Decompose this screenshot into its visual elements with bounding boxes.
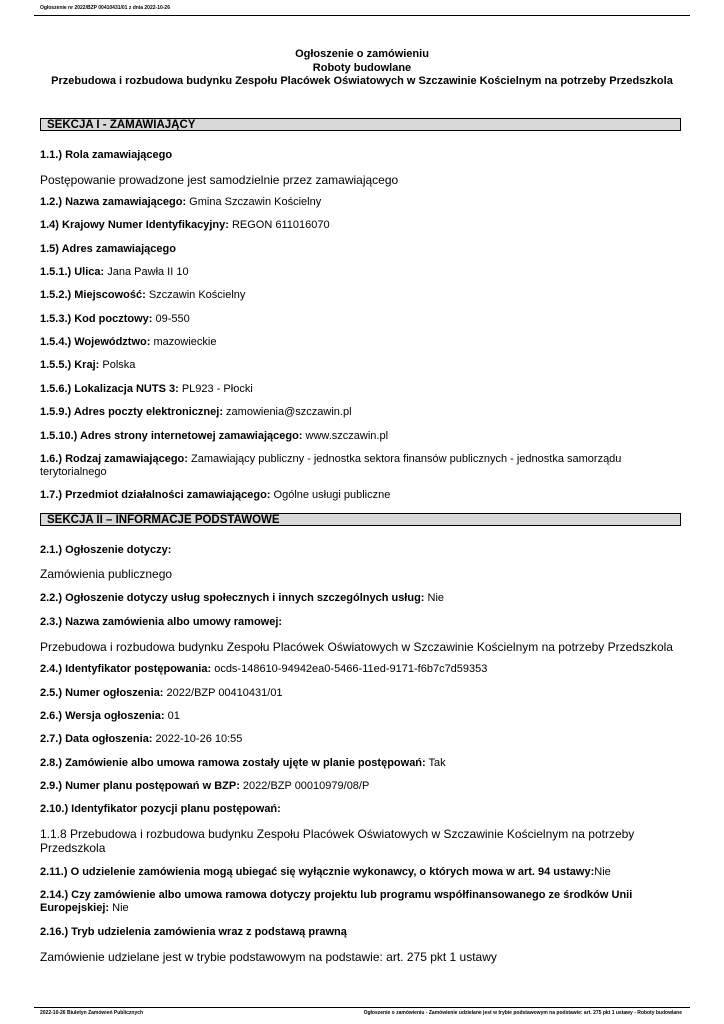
item-2-3 (40, 616, 681, 629)
header-notice-number: Ogłoszenie nr 2022/BZP 00410431/01 z dnia 2022-10-26 (40, 5, 170, 11)
item-2-14-label: 2.14.) Czy zamówienie albo umowa ramowa dotyczy projektu lub programu współfinansowanego ze środków Unii Europejskiej: (40, 889, 633, 914)
item-1-7-label: 1.7.) Przedmiot działalności zamawiającego: (40, 489, 271, 501)
footer-left-text: 2022-10-26 Biuletyn Zamówień Publicznych (40, 1010, 144, 1016)
item-1-5-5-label: 1.5.5.) Kraj: (40, 359, 100, 371)
item-1-5-3-label: 1.5.3.) Kod pocztowy: (40, 313, 153, 325)
item-1-5-9-label: 1.5.9.) Adres poczty elektronicznej: (40, 406, 223, 418)
item-1-5 (40, 243, 681, 256)
item-1-7-value: Ogólne usługi publiczne (270, 489, 391, 501)
item-2-14 (40, 889, 681, 915)
item-1-5-4-label: 1.5.4.) Województwo: (40, 336, 151, 348)
item-1-6-value: Zamawiający publiczny - jednostka sektora finansów publicznych - jednostka samorządu terytorialnego (40, 453, 622, 478)
item-2-8-value: Tak (425, 757, 446, 769)
item-1-5-4-value: mazowieckie (150, 336, 217, 348)
item-2-6-label: 2.6.) Wersja ogłoszenia: (40, 710, 165, 722)
item-2-8-label: 2.8.) Zamówienie albo umowa ramowa zostały ujęte w planie postępowań: (40, 757, 426, 769)
item-1-5-1-value: Jana Pawła II 10 (104, 266, 189, 278)
item-2-16 (40, 926, 681, 939)
title-line-1: Ogłoszenie o zamówieniu (295, 48, 429, 60)
item-2-9-value: 2022/BZP 00010979/08/P (239, 780, 370, 792)
item-1-5-1 (40, 266, 681, 279)
item-2-11-label: 2.11.) O udzielenie zamówienia mogą ubiegać się wyłącznie wykonawcy, o których mowa w art. 94 ustawy: (40, 866, 595, 878)
item-1-5-10-label: 1.5.10.) Adres strony internetowej zamawiającego: (40, 430, 303, 442)
title-line-3: Przebudowa i rozbudowa budynku Zespołu Placówek Oświatowych w Szczawinie Kościelnym na potrzeby Przedszkola (51, 75, 673, 87)
item-2-9-label: 2.9.) Numer planu postępowań w BZP: (40, 780, 240, 792)
item-2-5-value: 2022/BZP 00410431/01 (163, 687, 283, 699)
item-1-4-value: REGON 611016070 (228, 219, 330, 231)
item-1-5-6-value: PL923 - Płocki (178, 383, 253, 395)
item-2-11-value: Nie (594, 866, 611, 878)
item-2-4 (40, 663, 681, 676)
item-1-5-6-label: 1.5.6.) Lokalizacja NUTS 3: (40, 383, 179, 395)
item-2-1 (40, 544, 681, 557)
item-1-5-2-value: Szczawin Kościelny (145, 289, 246, 301)
header-divider (34, 15, 690, 16)
item-1-6 (40, 453, 681, 479)
item-2-3-value: Przebudowa i rozbudowa budynku Zespołu Placówek Oświatowych w Szczawinie Kościelnym na potrzeby Przedszkola (40, 640, 673, 654)
item-1-4 (40, 219, 681, 232)
document-title (34, 48, 690, 89)
section-2-heading: SEKCJA II – INFORMACJE PODSTAWOWE (40, 513, 681, 526)
item-2-14-value: Nie (109, 902, 129, 914)
item-2-10-label: 2.10.) Identyfikator pozycji planu postępowań: (40, 803, 281, 815)
item-1-5-5-value: Polska (99, 359, 136, 371)
item-2-10-value: 1.1.8 Przebudowa i rozbudowa budynku Zespołu Placówek Oświatowych w Szczawinie Kościelnym na potrzeby Przedszkola (40, 827, 635, 855)
item-2-8 (40, 757, 681, 770)
item-1-7 (40, 489, 681, 502)
item-1-2 (40, 196, 681, 209)
item-1-1-label: 1.1.) Rola zamawiającego (40, 149, 173, 161)
item-2-16-value: Zamówienie udzielane jest w trybie podstawowym na podstawie: art. 275 pkt 1 ustawy (40, 950, 497, 964)
item-1-5-5 (40, 359, 681, 372)
item-2-3-label: 2.3.) Nazwa zamówienia albo umowy ramowej: (40, 616, 283, 628)
item-2-11 (40, 866, 681, 879)
item-2-4-value: ocds-148610-94942ea0-5466-11ed-9171-f6b7c7d59353 (211, 663, 488, 675)
footer-right-text: Ogłoszenie o zamówieniu - Zamówienie udzielane jest w trybie podstawowym na podstawie: art. 275 pkt 1 ustawy - Roboty budowlane (363, 1010, 682, 1016)
item-1-5-3 (40, 313, 681, 326)
footer-divider (34, 1007, 690, 1008)
title-line-2: Roboty budowlane (312, 61, 412, 74)
item-1-5-3-value: 09-550 (152, 313, 190, 325)
item-2-7 (40, 733, 681, 746)
item-2-1-value: Zamówienia publicznego (40, 567, 173, 581)
item-1-5-6 (40, 383, 681, 396)
item-2-5-label: 2.5.) Numer ogłoszenia: (40, 687, 164, 699)
item-1-5-4 (40, 336, 681, 349)
item-2-16-label: 2.16.) Tryb udzielenia zamówienia wraz z podstawą prawną (40, 926, 347, 938)
item-1-5-9 (40, 406, 681, 419)
item-2-2 (40, 592, 681, 605)
item-1-1-value: Postępowanie prowadzone jest samodzielnie przez zamawiającego (40, 173, 399, 187)
item-1-2-value: Gmina Szczawin Kościelny (186, 196, 322, 208)
item-2-10 (40, 803, 681, 816)
item-1-5-9-value: zamowienia@szczawin.pl (222, 406, 352, 418)
item-2-9 (40, 780, 681, 793)
item-2-6 (40, 710, 681, 723)
item-1-5-1-label: 1.5.1.) Ulica: (40, 266, 105, 278)
item-2-6-value: 01 (164, 710, 180, 722)
item-2-4-label: 2.4.) Identyfikator postępowania: (40, 663, 212, 675)
item-2-7-label: 2.7.) Data ogłoszenia: (40, 733, 153, 745)
item-2-1-label: 2.1.) Ogłoszenie dotyczy: (40, 544, 172, 556)
item-1-5-2-label: 1.5.2.) Miejscowość: (40, 289, 146, 301)
item-2-2-value: Nie (424, 592, 445, 604)
item-1-5-label: 1.5) Adres zamawiającego (40, 243, 176, 255)
section-1-heading: SEKCJA I - ZAMAWIAJĄCY (40, 118, 681, 131)
item-1-5-2 (40, 289, 681, 302)
item-2-2-label: 2.2.) Ogłoszenie dotyczy usług społecznych i innych szczególnych usług: (40, 592, 425, 604)
item-1-5-10 (40, 430, 681, 443)
item-1-2-label: 1.2.) Nazwa zamawiającego: (40, 196, 187, 208)
item-1-4-label: 1.4) Krajowy Numer Identyfikacyjny: (40, 219, 229, 231)
item-1-1 (40, 149, 681, 162)
item-1-5-10-value: www.szczawin.pl (302, 430, 389, 442)
item-2-5 (40, 687, 681, 700)
item-1-6-label: 1.6.) Rodzaj zamawiającego: (40, 453, 188, 465)
item-2-7-value: 2022-10-26 10:55 (152, 733, 243, 745)
